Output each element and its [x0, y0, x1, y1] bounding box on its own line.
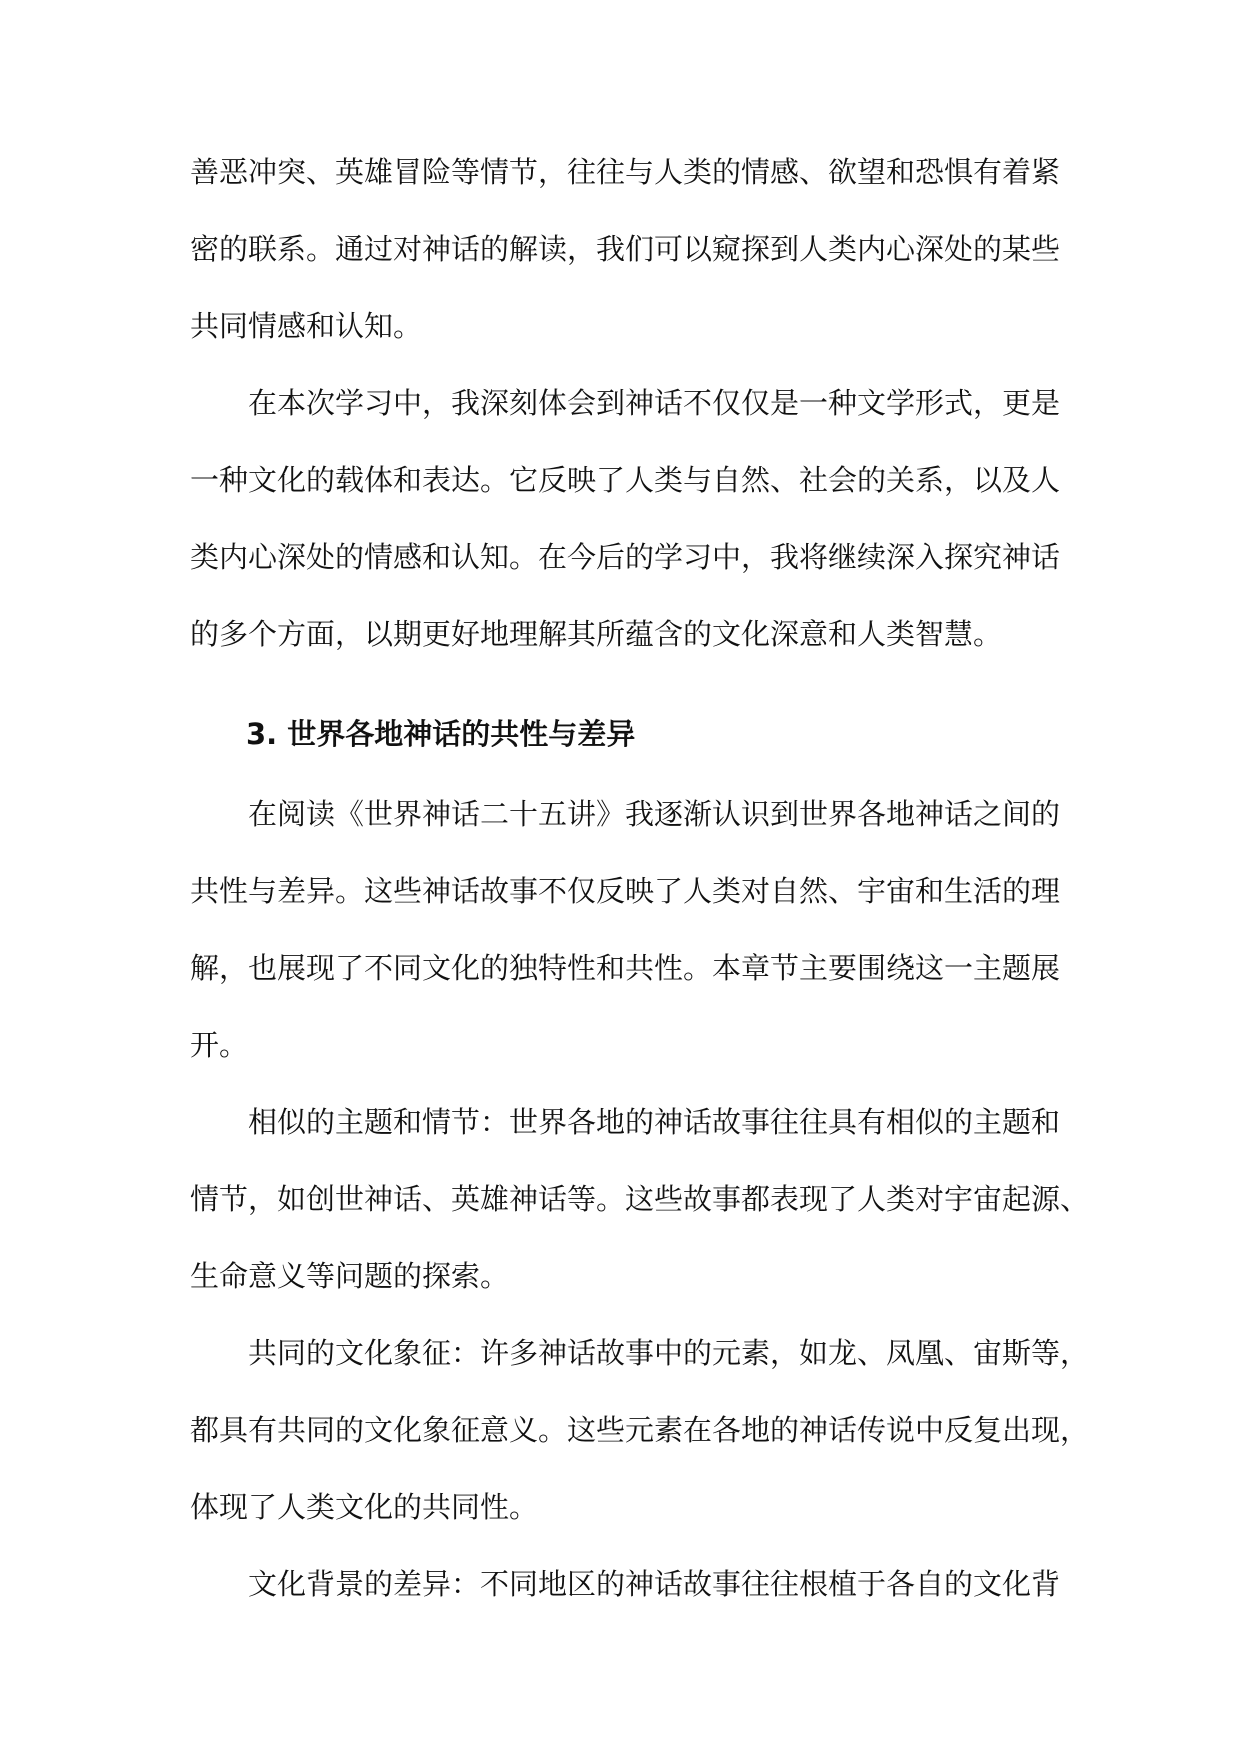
paragraph-e-line-2: 都具有共同的文化象征意义。这些元素在各地的神话传说中反复出现， [190, 1413, 1090, 1447]
paragraph-e-line-3: 体现了人类文化的共同性。 [190, 1490, 539, 1524]
section-heading: 3. 世界各地神话的共性与差异 [246, 717, 636, 751]
paragraph-c-line-4: 开。 [190, 1028, 249, 1062]
paragraph-b-line-4: 的多个方面，以期更好地理解其所蕴含的文化深意和人类智慧。 [190, 617, 1003, 651]
paragraph-c-line-3: 解，也展现了不同文化的独特性和共性。本章节主要围绕这一主题展 [190, 951, 1061, 985]
paragraph-a-line-1: 善恶冲突、英雄冒险等情节，往往与人类的情感、欲望和恐惧有着紧 [190, 155, 1061, 189]
paragraph-c-line-2: 共性与差异。这些神话故事不仅反映了人类对自然、宇宙和生活的理 [190, 874, 1061, 908]
paragraph-b-line-2: 一种文化的载体和表达。它反映了人类与自然、社会的关系，以及人 [190, 463, 1061, 497]
paragraph-c-line-1: 在阅读《世界神话二十五讲》我逐渐认识到世界各地神话之间的 [248, 797, 1061, 831]
paragraph-d-line-2: 情节，如创世神话、英雄神话等。这些故事都表现了人类对宇宙起源、 [190, 1182, 1090, 1216]
paragraph-b-line-3: 类内心深处的情感和认知。在今后的学习中，我将继续深入探究神话 [190, 540, 1061, 574]
paragraph-b-line-1: 在本次学习中，我深刻体会到神话不仅仅是一种文学形式，更是 [248, 386, 1061, 420]
paragraph-d-line-3: 生命意义等问题的探索。 [190, 1259, 510, 1293]
paragraph-a-line-3: 共同情感和认知。 [190, 309, 423, 343]
paragraph-e-line-1: 共同的文化象征：许多神话故事中的元素，如龙、凤凰、宙斯等， [248, 1336, 1090, 1370]
paragraph-a-line-2: 密的联系。通过对神话的解读，我们可以窥探到人类内心深处的某些 [190, 232, 1061, 266]
paragraph-f-line-1: 文化背景的差异：不同地区的神话故事往往根植于各自的文化背 [248, 1567, 1061, 1601]
paragraph-d-line-1: 相似的主题和情节：世界各地的神话故事往往具有相似的主题和 [248, 1105, 1061, 1139]
